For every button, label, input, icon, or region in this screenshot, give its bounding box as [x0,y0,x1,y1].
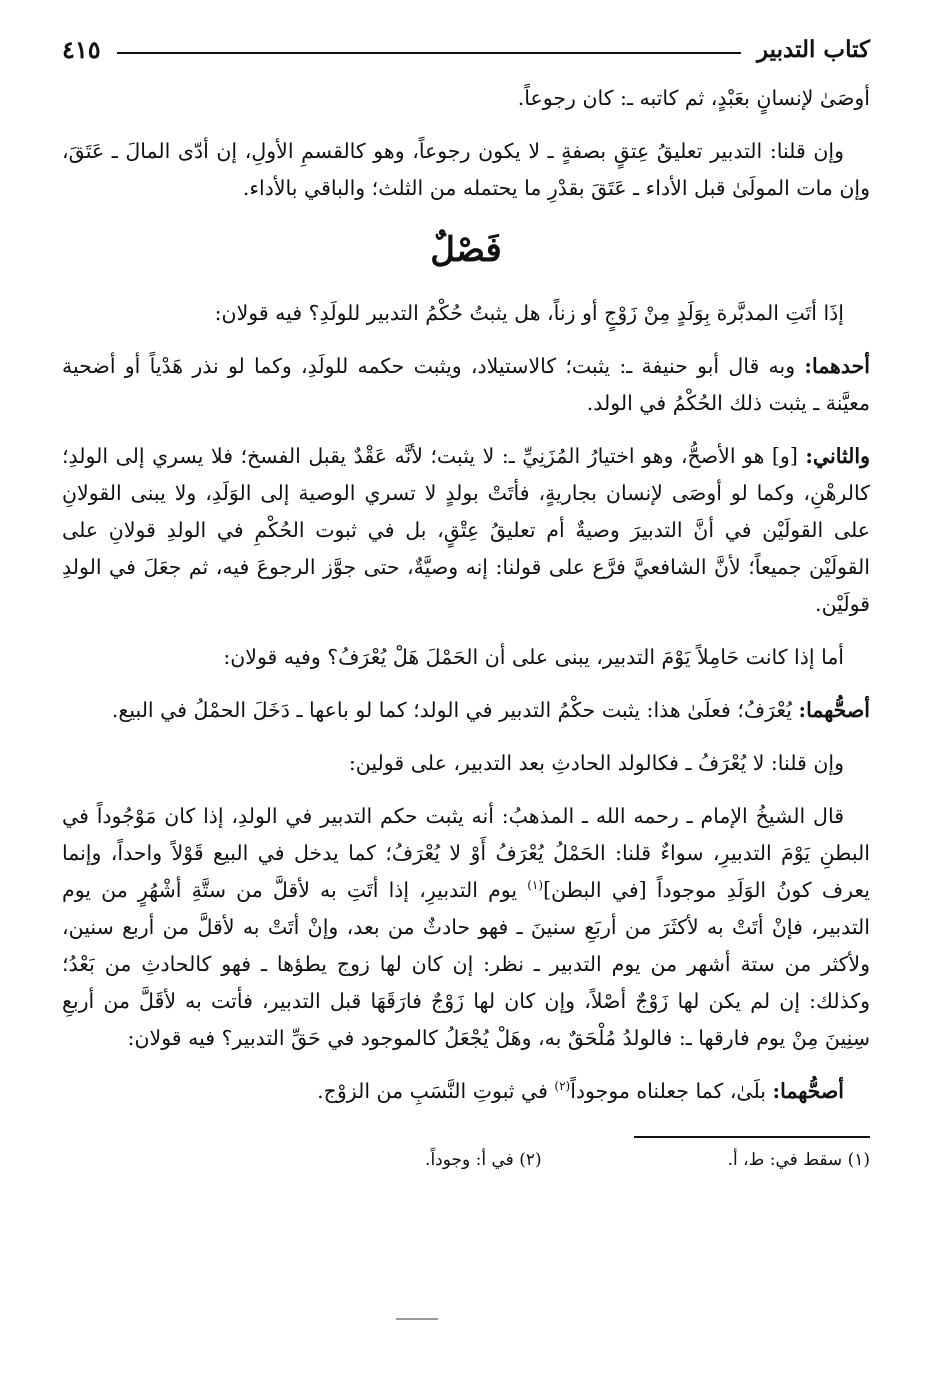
opinion-label: أصحُّهما: [798,698,870,722]
header-rule [117,52,741,54]
footnote-ref-1: (١) [527,878,544,893]
footnotes [62,1150,870,1170]
footnote-ref-2: (٢) [554,1079,571,1094]
paragraph-10-text-b: في ثبوتِ النَّسَبِ من الزوْج. [317,1079,555,1103]
paragraph-10 [62,1073,870,1110]
page-number: ٤١٥ [62,34,101,64]
paragraph-5 [62,438,870,623]
page-bottom-mark [396,1318,438,1320]
footnote-2: (٢) في أ: وجوداً. [425,1150,542,1170]
paragraph-8: وإن قلنا: لا يُعْرَفُ ـ فكالولد الحادثِ بعد التدبير، على قولين: [348,751,844,775]
paragraph-5-text: [و] هو الأصحُّ، وهو اختيارُ المُزَنِيِّ ـ: لا يثبت؛ لأنَّه عَقْدٌ يقبل الفسخ؛ فلا يسري إلى الولدِ؛ كالرهْنِ، وكما لو أوصَى لإنسان بجاريةٍ، فأتَتْ بولدٍ لا تسري الوصية إلى الوَلَدِ، ولا يبنى القولانِ على القولَيْن في أنَّ التدبيرَ وصيةٌ أم تعليقُ عِتْقٍ، بل في ثبوت الحُكْمِ في الولدِ قولانِ على القولَيْن جميعاً؛ لأنَّ الشافعيَّ فرَّع على قولنا: إنه وصيَّةٌ، حتى جوَّز الرجوعَ فيه، ثم جعَلَ في الولدِ قولَيْن. [62,444,870,616]
footnote-divider [634,1136,870,1138]
section-title: فَصْلٌ [430,230,502,270]
paragraph-3: إذَا أتَتِ المدبَّرة بِوَلَدٍ مِنْ زَوْجٍ أو زناً، هل يثبتُ حُكْمُ التدبير للولَدِ؟ فيه قولان: [214,301,844,325]
paragraph-1: أوصَىٰ لإنسانٍ بعَبْدٍ، ثم كاتبه ـ: كان رجوعاً. [517,86,870,110]
footnote-1: (١) سقط في: ط، أ. [727,1150,870,1170]
book-page [62,30,870,1360]
book-title: كتاب التدبير [756,35,870,63]
paragraph-4 [62,348,870,422]
paragraph-7-text: يُعْرَفُ؛ فعلَىٰ هذا: يثبت حكْمُ التدبير في الولد؛ كما لو باعها ـ دَخَلَ الحمْلُ في البيع. [111,698,793,722]
paragraph-9-text-b: يوم التدبيرِ، إذا أتَتِ به لأقلَّ من ستَّةِ أشْهُرٍ من يوم التدبير، فإنْ أتَتْ به لأكثَرَ من أربَعِ سنينَ ـ فهو حادثٌ من بعد، وإنْ أتَتْ به لأقلَّ من أربع سنين، ولأكثر من ستة أشهر من يوم التدبير ـ نظر: إن كان لها زوج يطؤها ـ فهو كالحادثِ من بَعْدُ؛ وكذلك: إن لم يكن لها زَوْجٌ أصْلاً، وإن كان لها زَوْجٌ فارَقَهَا قبل التدبير، فأتت به لأقَلَّ من أربعِ سِنِينَ مِنْ يوم فارقها ـ: فالولدُ مُلْحَقٌ به، وهَلْ يُجْعَلُ كالموجود في حَقِّ التدبير؟ فيه قولان: [62,878,870,1050]
paragraph-10-text-a: بلَىٰ، كما جعلناه موجوداً [570,1079,767,1103]
opinion-label: والثاني: [805,444,870,468]
paragraph-4-text: وبه قال أبو حنيفة ـ: يثبت؛ كالاستيلاد، ويثبت حكمه للولَدِ، وكما لو نذر هَدْياً أو أضحية معيَّنة ـ يثبت ذلك الحُكْمُ في الولد. [62,354,870,415]
paragraph-7 [62,692,870,729]
opinion-label: أصحُّهما: [772,1079,844,1103]
opinion-label: أحدهما: [804,354,870,378]
running-header [62,30,870,68]
paragraph-9-text-a: قال الشيخُ الإمام ـ رحمه الله ـ المذهبُ: أنه يثبت حكم التدبير في الولدِ، إذا كان مَوْجُوداً في البطنِ يَوْمَ التدبيرِ، سواءٌ قلنا: الحَمْلُ يُعْرَفُ أَوْ لا يُعْرَفُ؛ كما يدخل في البيع قَوْلاً واحداً، وإنما يعرف كونُ الوَلَدِ موجوداً [في البطن] [62,804,870,902]
paragraph-6: أما إذا كانت حَامِلاً يَوْمَ التدبير، يبنى على أن الحَمْلَ هَلْ يُعْرَفُ؟ وفيه قولان: [223,645,844,669]
main-text [62,80,870,1110]
paragraph-9 [62,798,870,1057]
paragraph-2: وإن قلنا: التدبير تعليقُ عِتقٍ بصفةٍ ـ لا يكون رجوعاً، وهو كالقسمِ الأولِ، إن أدّى المالَ ـ عَتَقَ، وإن مات المولَىٰ قبل الأداء ـ عَتَقَ بقدْرِ ما يحتمله من الثلث؛ والباقي بالأداء. [62,139,870,200]
